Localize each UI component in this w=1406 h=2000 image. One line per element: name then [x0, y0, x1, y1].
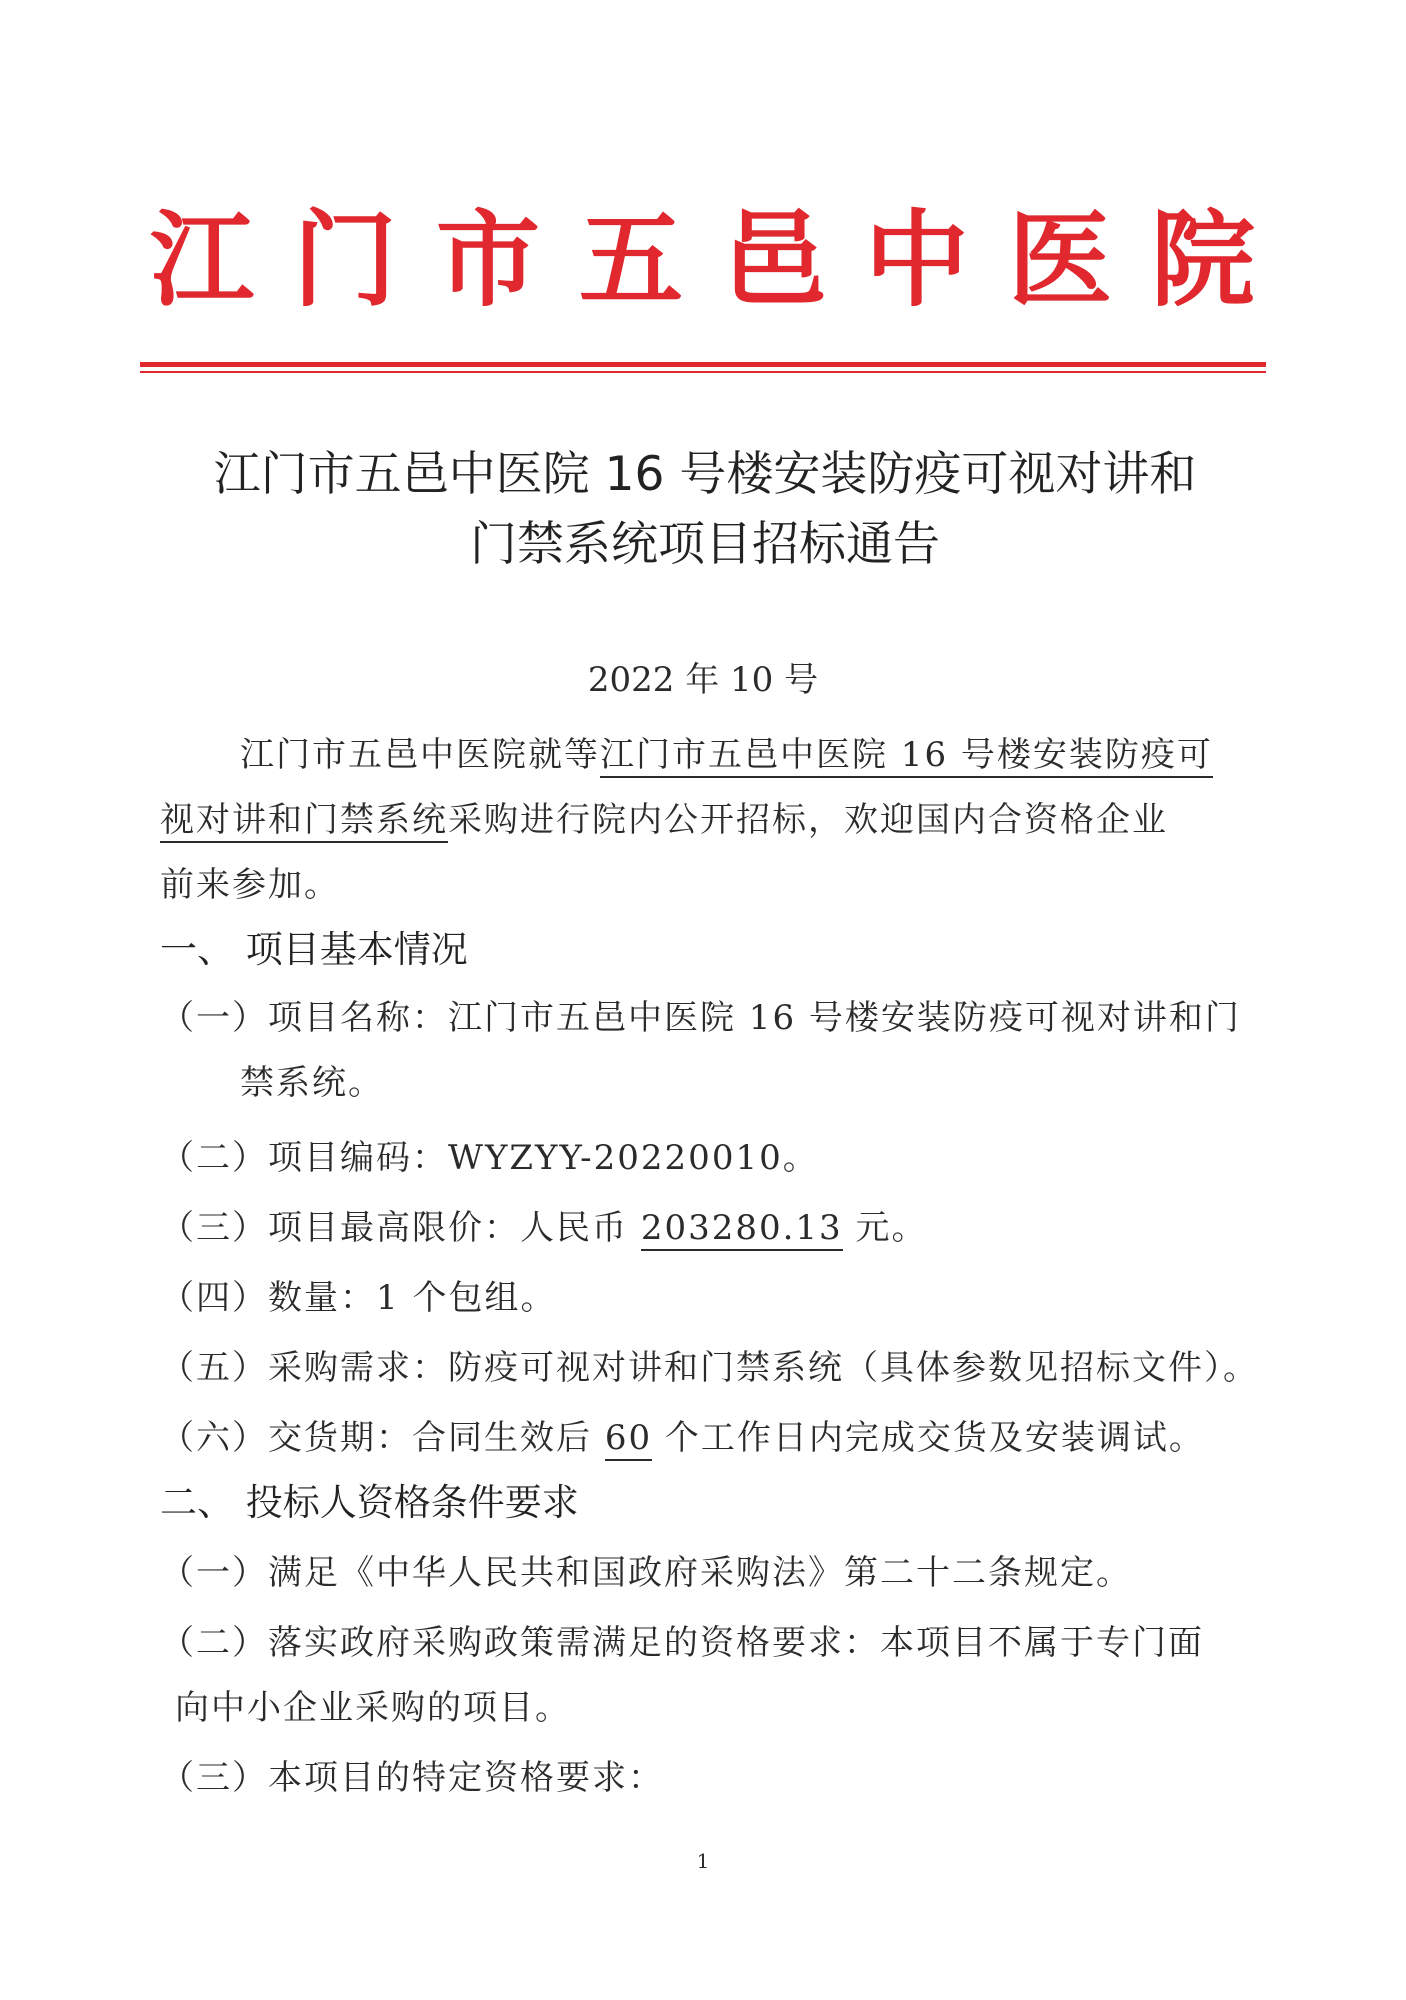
document-number: 2022 年 10 号 [587, 660, 819, 700]
section-1-item-1: （一）项目名称：江门市五邑中医院 16 号楼安装防疫可视对讲和门 [160, 998, 1241, 1038]
section-1-item-6 [160, 1413, 1205, 1463]
section-2-item-2-continued: 向中小企业采购的项目。 [175, 1688, 571, 1728]
intro-line-3: 前来参加。 [160, 865, 340, 905]
letterhead-char: 中 [864, 198, 969, 321]
intro-project-name-underlined: 江门市五邑中医院 16 号楼安装防疫可 [600, 735, 1213, 778]
letterhead-char: 医 [1007, 198, 1112, 321]
letterhead-divider-thick [140, 362, 1266, 367]
intro-text: 江门市五邑中医院就等 [240, 735, 600, 775]
section-2-item-2: （二）落实政府采购政策需满足的资格要求：本项目不属于专门面 [160, 1623, 1204, 1663]
document-title-line-2: 门禁系统项目招标通告 [470, 517, 940, 572]
intro-line-2 [160, 795, 1168, 845]
letterhead-char: 门 [292, 198, 397, 321]
letterhead-char: 五 [578, 198, 683, 321]
page-number: 1 [696, 1849, 710, 1873]
intro-project-name-underlined: 视对讲和门禁系统 [160, 800, 448, 843]
section-1-item-5: （五）采购需求：防疫可视对讲和门禁系统（具体参数见招标文件）。 [160, 1348, 1259, 1388]
document-title [150, 440, 1260, 580]
item-text: 元。 [842, 1208, 928, 1248]
letterhead [150, 198, 1255, 321]
letterhead-char: 江 [150, 198, 255, 321]
item-text: 个工作日内完成交货及安装调试。 [652, 1418, 1205, 1458]
section-1-item-4: （四）数量：1 个包组。 [160, 1278, 557, 1318]
delivery-days-underlined: 60 [605, 1418, 652, 1461]
price-limit-underlined: 203280.13 [641, 1208, 843, 1251]
section-2-heading: 二、 投标人资格条件要求 [160, 1481, 579, 1524]
document-title-line-1: 江门市五邑中医院 16 号楼安装防疫可视对讲和 [213, 447, 1197, 502]
letterhead-divider-thin [140, 371, 1266, 373]
section-1-item-1-continued: 禁系统。 [240, 1063, 384, 1103]
letterhead-char: 市 [435, 198, 540, 321]
intro-text: 采购进行院内公开招标，欢迎国内合资格企业 [448, 800, 1168, 840]
section-2-item-1: （一）满足《中华人民共和国政府采购法》第二十二条规定。 [160, 1553, 1132, 1593]
letterhead-char: 邑 [721, 198, 826, 321]
section-2-item-3: （三）本项目的特定资格要求： [160, 1758, 664, 1798]
item-text: （六）交货期：合同生效后 [160, 1418, 605, 1458]
section-1-heading: 一、 项目基本情况 [160, 928, 468, 971]
section-1-item-2: （二）项目编码：WYZYY-20220010。 [160, 1138, 819, 1178]
item-text: （三）项目最高限价：人民币 [160, 1208, 641, 1248]
intro-line-1 [240, 730, 1213, 780]
section-1-item-3 [160, 1203, 928, 1253]
letterhead-char: 院 [1150, 198, 1255, 321]
